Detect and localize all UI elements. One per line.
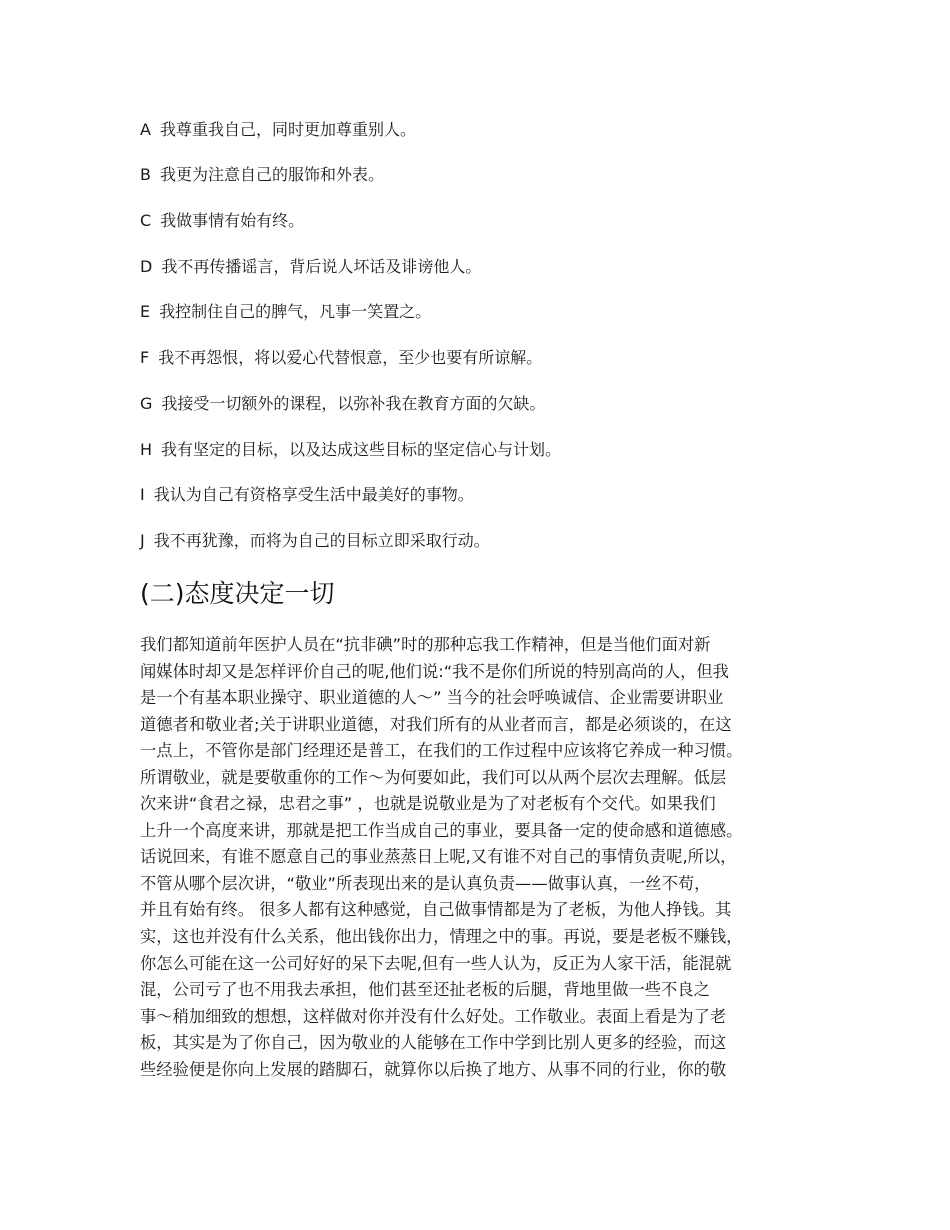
list-item xyxy=(140,394,545,414)
list-item-text: 我控制住自己的脾气，凡事一笑置之。 xyxy=(159,302,432,321)
paragraph-line: 次来讲“食君之禄，忠君之事” ，也就是说敬业是为了对老板有个交代。如果我们 xyxy=(140,794,716,814)
list-item-text: 我尊重我自己，同时更加尊重别人。 xyxy=(159,120,416,139)
list-item-letter: H xyxy=(140,440,153,459)
paragraph-line: 我们都知道前年医护人员在“抗非碘”时的那种忘我工作精神，但是当他们面对新 xyxy=(140,635,711,654)
paragraph-line: 闻媒体时却又是怎样评价自己的呢,他们说:“我不是你们所说的特别高尚的人，但我 xyxy=(140,661,729,681)
paragraph-line: 所谓敬业，就是要敬重你的工作～为何要如此，我们可以从两个层次去理解。低层 xyxy=(140,767,727,787)
list-item-text: 我更为注意自己的服饰和外表。 xyxy=(159,165,384,184)
list-item xyxy=(140,348,542,368)
paragraph-line: 是一个有基本职业操守、职业道德的人～” 当今的社会呼唤诚信、企业需要讲职业 xyxy=(140,688,724,708)
paragraph-line: 不管从哪个层次讲，“敬业”所表现出来的是认真负责——做事认真，一丝不苟， xyxy=(140,873,711,893)
list-item-letter: J xyxy=(140,531,145,550)
paragraph-line: 道德者和敬业者;关于讲职业道德，对我们所有的从业者而言，都是必须谈的，在这 xyxy=(140,714,732,734)
list-item-letter: E xyxy=(140,302,151,321)
paragraph-line: 并且有始有终。 很多人都有这种感觉，自己做事情都是为了老板，为他人挣钱。其 xyxy=(140,900,732,920)
list-item-text: 我不再传播谣言，背后说人坏话及诽谤他人。 xyxy=(161,257,482,276)
paragraph-line: 事～稍加细致的想想，这样做对你并没有什么好处。工作敬业。表面上看是为了老 xyxy=(140,1006,727,1026)
paragraph-line: 上升一个高度来讲，那就是把工作当成自己的事业，要具备一定的使命感和道德感。 xyxy=(140,820,743,840)
list-item xyxy=(140,120,416,140)
list-item-text: 我接受一切额外的课程，以弥补我在教育方面的欠缺。 xyxy=(161,394,546,413)
section-heading: (二)态度决定一切 xyxy=(140,579,335,608)
body-paragraph xyxy=(140,632,816,1083)
list-item xyxy=(140,485,474,505)
list-item xyxy=(140,211,304,231)
list-item-letter: I xyxy=(140,485,145,504)
list-item-text: 我有坚定的目标，以及达成这些目标的坚定信心与计划。 xyxy=(161,440,562,459)
list-item-letter: F xyxy=(140,348,150,367)
paragraph-line: 混，公司亏了也不用我去承担，他们甚至还扯老板的后腿，背地里做一些不良之 xyxy=(140,980,710,1000)
paragraph-line: 些经验便是你向上发展的踏脚石，就算你以后换了地方、从事不同的行业，你的敬 xyxy=(140,1059,727,1079)
list-item xyxy=(140,531,490,551)
list-item-letter: D xyxy=(140,257,153,276)
paragraph-line: 板，其实是为了你自己，因为敬业的人能够在工作中学到比别人更多的经验，而这 xyxy=(140,1033,727,1053)
list-item-text: 我认为自己有资格享受生活中最美好的事物。 xyxy=(153,485,474,504)
list-item-text: 我不再犹豫，而将为自己的目标立即采取行动。 xyxy=(153,531,490,550)
list-item xyxy=(140,257,481,277)
paragraph-line: 实，这也并没有什么关系，他出钱你出力，情理之中的事。再说，要是老板不赚钱， xyxy=(140,927,743,947)
list-item-letter: C xyxy=(140,211,152,230)
list-item-letter: G xyxy=(140,394,153,413)
list-item-text: 我做事情有始有终。 xyxy=(160,211,305,230)
list-item xyxy=(140,165,384,185)
list-item xyxy=(140,302,431,322)
list-item-letter: A xyxy=(140,120,151,139)
paragraph-line: 一点上，不管你是部门经理还是普工，在我们的工作过程中应该将它养成一种习惯。 xyxy=(140,741,743,761)
paragraph-line: 话说回来，有谁不愿意自己的事业蒸蒸日上呢,又有谁不对自己的事情负责呢,所以， xyxy=(140,847,737,867)
list-item xyxy=(140,440,561,460)
paragraph-line: 你怎么可能在这一公司好好的呆下去呢,但有一些人认为，反正为人家干活，能混就 xyxy=(140,953,732,973)
list-item-text: 我不再怨恨，将以爱心代替恨意，至少也要有所谅解。 xyxy=(158,348,543,367)
list-item-letter: B xyxy=(140,165,151,184)
